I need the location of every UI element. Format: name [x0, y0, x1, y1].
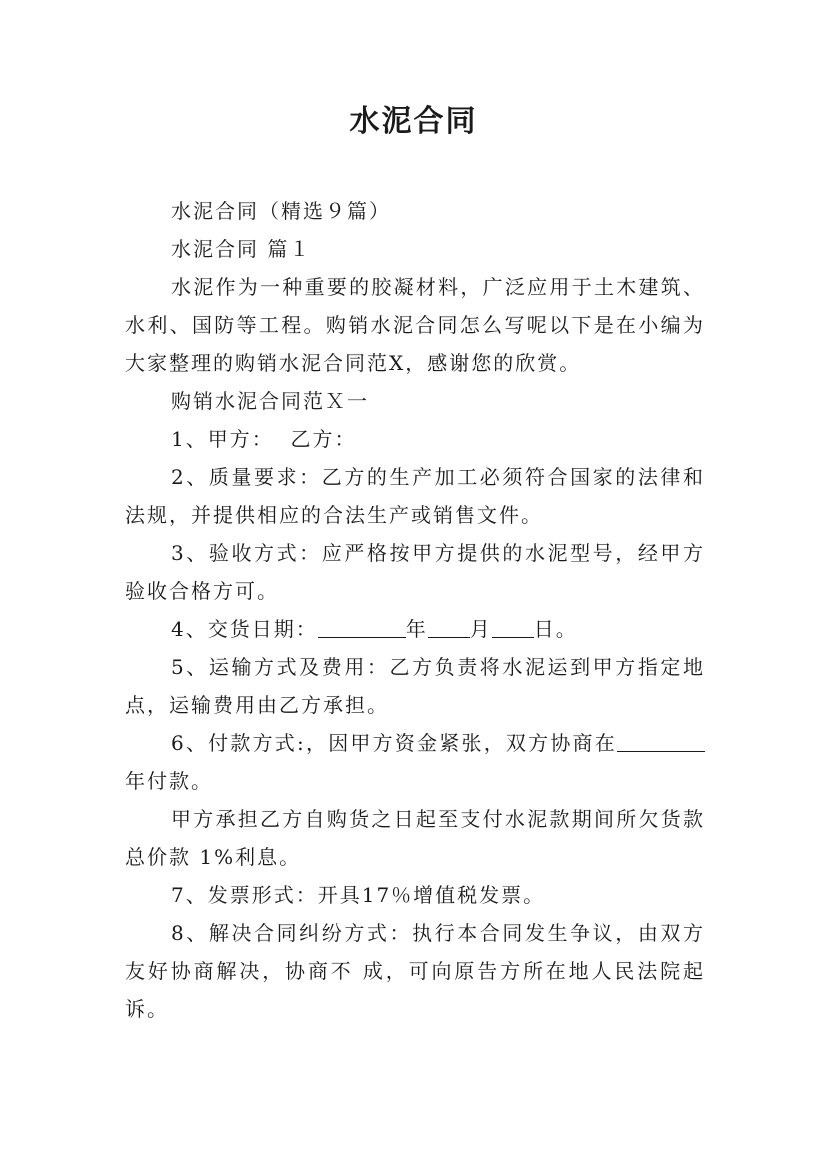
year-blank	[318, 617, 406, 638]
paragraph-interest: 甲方承担乙方自购货之日起至支付水泥款期间所欠货款总价款 1%利息。	[125, 807, 705, 869]
paragraph-transport: 5、运输方式及费用：乙方负责将水泥运到甲方指定地点，运输费用由乙方承担。	[125, 655, 705, 717]
paragraph-dispute-resolution: 8、解决合同纠纷方式：执行本合同发生争议，由双方友好协商解决，协商不 成，可向原告方所在地人民法院起诉。	[125, 921, 705, 1021]
paragraph-quality-requirements: 2、质量要求：乙方的生产加工必须符合国家的法律和法规，并提供相应的合法生产或销售文件。	[125, 465, 705, 527]
month-label: 月	[469, 617, 492, 641]
payment-label: 6、付款方式:，因甲方资金紧张，双方协商在	[171, 731, 617, 755]
paragraph-intro: 水泥作为一种重要的胶凝材料，广泛应用于土木建筑、水利、国防等工程。购销水泥合同怎么写呢以下是在小编为大家整理的购销水泥合同范X，感谢您的欣赏。	[125, 275, 705, 375]
delivery-date-label: 4、交货日期：	[171, 617, 318, 641]
paragraph-subtitle: 水泥合同（精选９篇）	[171, 199, 391, 223]
document-body	[125, 192, 705, 1028]
paragraph-parties: 1、甲方： 乙方：	[171, 427, 357, 451]
paragraph-delivery-date	[125, 610, 705, 648]
paragraph-invoice: 7、发票形式：开具17％增值税发票。	[171, 883, 546, 907]
day-label: 日。	[533, 617, 578, 641]
paragraph-acceptance: 3、验收方式：应严格按甲方提供的水泥型号，经甲方验收合格方可。	[125, 541, 705, 603]
paragraph-payment	[125, 724, 705, 800]
payment-blank	[617, 731, 705, 752]
paragraph-section-heading: 水泥合同 篇１	[171, 237, 312, 261]
month-blank	[428, 617, 470, 638]
paragraph-contract-sample-heading: 购销水泥合同范Ｘ一	[171, 389, 369, 413]
year-label: 年	[405, 617, 428, 641]
day-blank	[492, 617, 534, 638]
document-title: 水泥合同	[349, 104, 478, 139]
payment-suffix: 年付款。	[125, 769, 213, 793]
